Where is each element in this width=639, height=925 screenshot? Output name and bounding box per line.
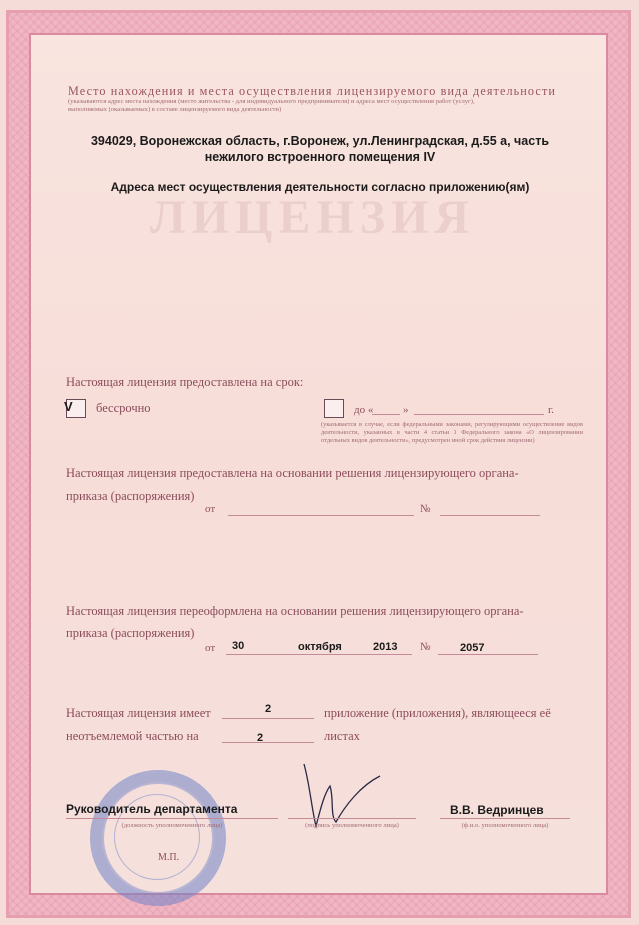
reissue-line-1: Настоящая лицензия переоформлена на основании решения лицензирующего органа- — [66, 604, 524, 618]
signature-hint: (подпись уполномоченного лица) — [305, 822, 399, 829]
reissue-number: 2057 — [460, 642, 485, 654]
reissue-line-2: приказа (распоряжения) — [66, 626, 195, 640]
appendix-sheets-suffix: листах — [324, 729, 360, 743]
basis-date-line — [228, 515, 414, 516]
basis-from-label: от — [205, 503, 216, 515]
stamp-label: М.П. — [158, 852, 180, 863]
reissue-number-line — [438, 654, 538, 655]
reissue-month: октября — [298, 641, 342, 653]
until-day-line — [372, 414, 400, 415]
until-year-suffix: г. — [548, 404, 555, 416]
reissue-year: 2013 — [373, 641, 398, 653]
appendix-count-line — [222, 718, 314, 719]
reissue-from-label: от — [205, 642, 216, 654]
signature-line — [288, 818, 416, 819]
appendix-has-label: Настоящая лицензия имеет — [66, 706, 211, 720]
background-watermark: ЛИЦЕНЗИЯ — [150, 191, 476, 244]
basis-line-1: Настоящая лицензия предоставлена на основании решения лицензирующего органа- — [66, 466, 519, 480]
address-line-1: 394029, Воронежская область, г.Воронеж, ул.Ленинградская, д.55 а, часть — [90, 134, 550, 148]
indefinite-check-mark: V — [64, 399, 73, 414]
reissue-day: 30 — [232, 640, 245, 652]
location-heading: Место нахождения и места осуществления лицензируемого вида деятельности — [68, 84, 556, 98]
appendix-sheets: 2 — [257, 732, 264, 744]
term-label: Настоящая лицензия предоставлена на срок: — [66, 375, 304, 389]
position-line — [66, 818, 278, 819]
addresses-note: Адреса мест осуществления деятельности согласно приложению(ям) — [110, 180, 530, 194]
official-seal — [90, 770, 226, 906]
name-line — [440, 818, 570, 819]
basis-number-line — [440, 515, 540, 516]
name-hint: (ф.и.о. уполномоченного лица) — [461, 822, 549, 829]
position-hint: (должность уполномоченного лица) — [121, 822, 223, 829]
until-prefix: до « — [354, 404, 374, 416]
appendix-part-label: неотъемлемой частью на — [66, 729, 199, 743]
location-hint-2: выполняемых (оказываемых) в составе лицензируемого вида деятельности) — [68, 106, 282, 113]
appendix-count-suffix: приложение (приложения), являющееся её — [324, 706, 551, 720]
signatory-name: В.В. Ведринцев — [450, 803, 544, 817]
indefinite-label: бессрочно — [96, 401, 151, 415]
appendix-sheets-line — [222, 742, 314, 743]
appendix-count: 2 — [265, 703, 272, 715]
location-hint-1: (указываются адрес места нахождения (место жительства - для индивидуального предпринимателя) и адреса мест осуществления работ (услуг), — [68, 98, 475, 105]
indefinite-checkbox — [66, 399, 86, 418]
basis-number-label: № — [420, 503, 431, 515]
signatory-position: Руководитель департамента — [66, 802, 238, 816]
reissue-date-line — [226, 654, 412, 655]
until-close: » — [403, 404, 409, 416]
until-note: (указывается в случае, если федеральными законами, регулирующими осуществление видов деятельности, указанных в части 4 статьи 1 Федерального закона «О лицензировании отдельных видов деятельности», предусмотрен иной срок действия лицензии) — [321, 421, 583, 445]
basis-line-2: приказа (распоряжения) — [66, 489, 195, 503]
until-month-line — [414, 414, 544, 415]
reissue-number-label: № — [420, 641, 431, 653]
address-line-2: нежилого встроенного помещения IV — [204, 150, 436, 164]
until-checkbox — [324, 399, 344, 418]
